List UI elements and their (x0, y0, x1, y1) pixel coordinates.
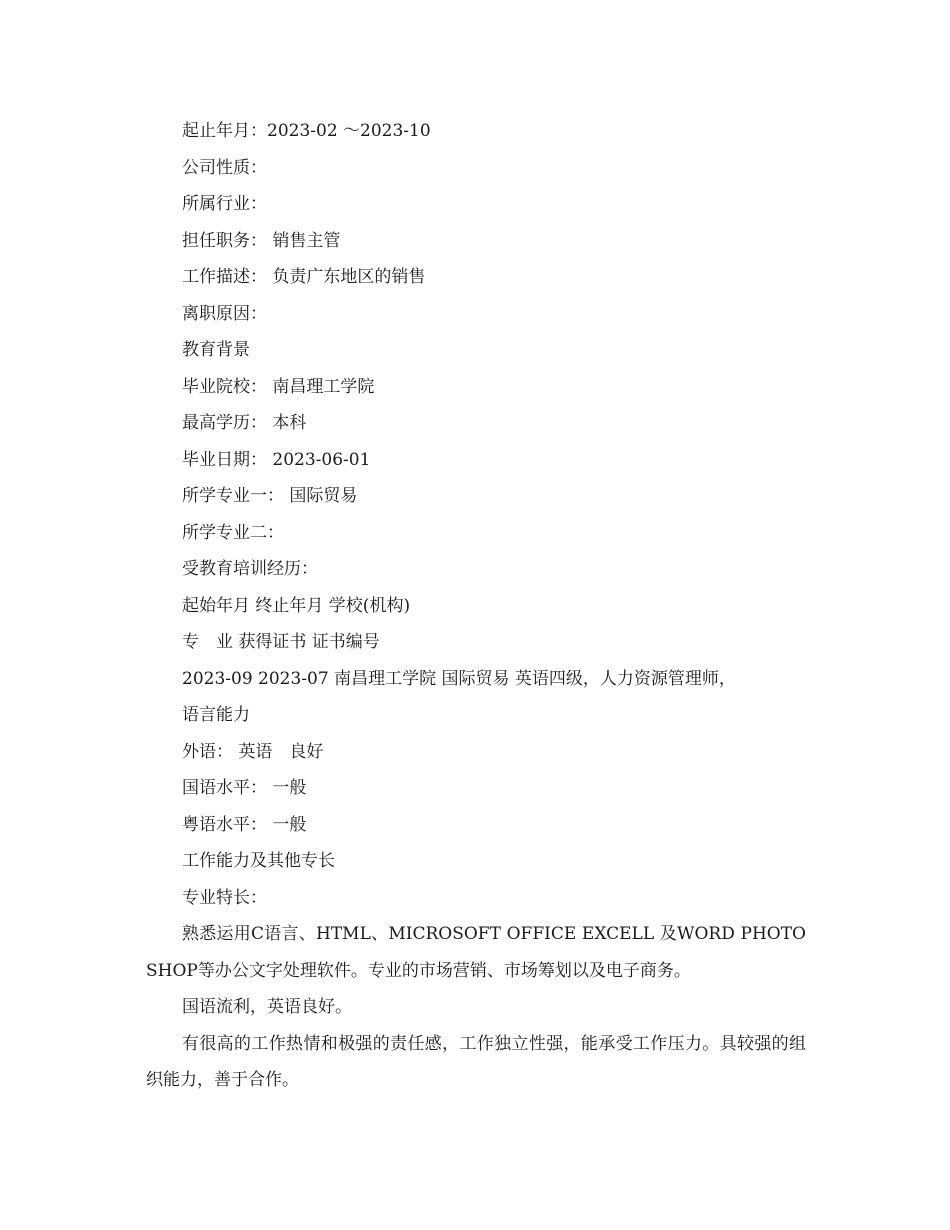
graduate-school: 毕业院校： 南昌理工学院 (182, 376, 375, 397)
job-description: 工作描述： 负责广东地区的销售 (182, 267, 426, 287)
graduation-date: 毕业日期： 2023-06-01 (182, 449, 371, 470)
cantonese-level: 粤语水平： 一般 (182, 814, 307, 835)
leaving-reason: 离职原因： (182, 303, 267, 324)
work-period: 起止年月：2023-02 ～2023-10 (182, 121, 431, 141)
skills-heading: 工作能力及其他专长 (182, 851, 335, 871)
training-heading: 受教育培训经历： (182, 559, 318, 579)
skills-paragraph: 熟悉运用C语言、HTML、MICROSOFT OFFICE EXCELL 及WORD PHOTOSHOP等办公文字处理软件。专业的市场营销、市场筹划以及电子商务。 (146, 924, 806, 981)
training-record: 2023-09 2023-07 南昌理工学院 国际贸易 英语四级，人力资源管理师， (182, 668, 736, 689)
company-type: 公司性质： (182, 157, 267, 178)
document-body (146, 113, 806, 1099)
training-columns-1: 起始年月 终止年月 学校(机构) (182, 595, 411, 616)
specialties-label: 专业特长： (182, 887, 267, 908)
mandarin-level: 国语水平： 一般 (182, 778, 307, 798)
job-title: 担任职务： 销售主管 (182, 230, 341, 251)
traits-paragraph: 有很高的工作热情和极强的责任感，工作独立性强，能承受工作压力。具较强的组织能力，善于合作。 (146, 1033, 806, 1090)
language-paragraph: 国语流利，英语良好。 (182, 997, 352, 1017)
foreign-language: 外语： 英语 良好 (182, 741, 324, 762)
major-two: 所学专业二： (182, 522, 284, 543)
training-columns-2: 专 业 获得证书 证书编号 (182, 632, 380, 652)
industry: 所属行业： (182, 194, 267, 214)
language-heading: 语言能力 (182, 705, 250, 725)
major-one: 所学专业一： 国际贸易 (182, 486, 358, 506)
highest-degree: 最高学历： 本科 (182, 413, 307, 433)
education-heading: 教育背景 (182, 340, 250, 360)
